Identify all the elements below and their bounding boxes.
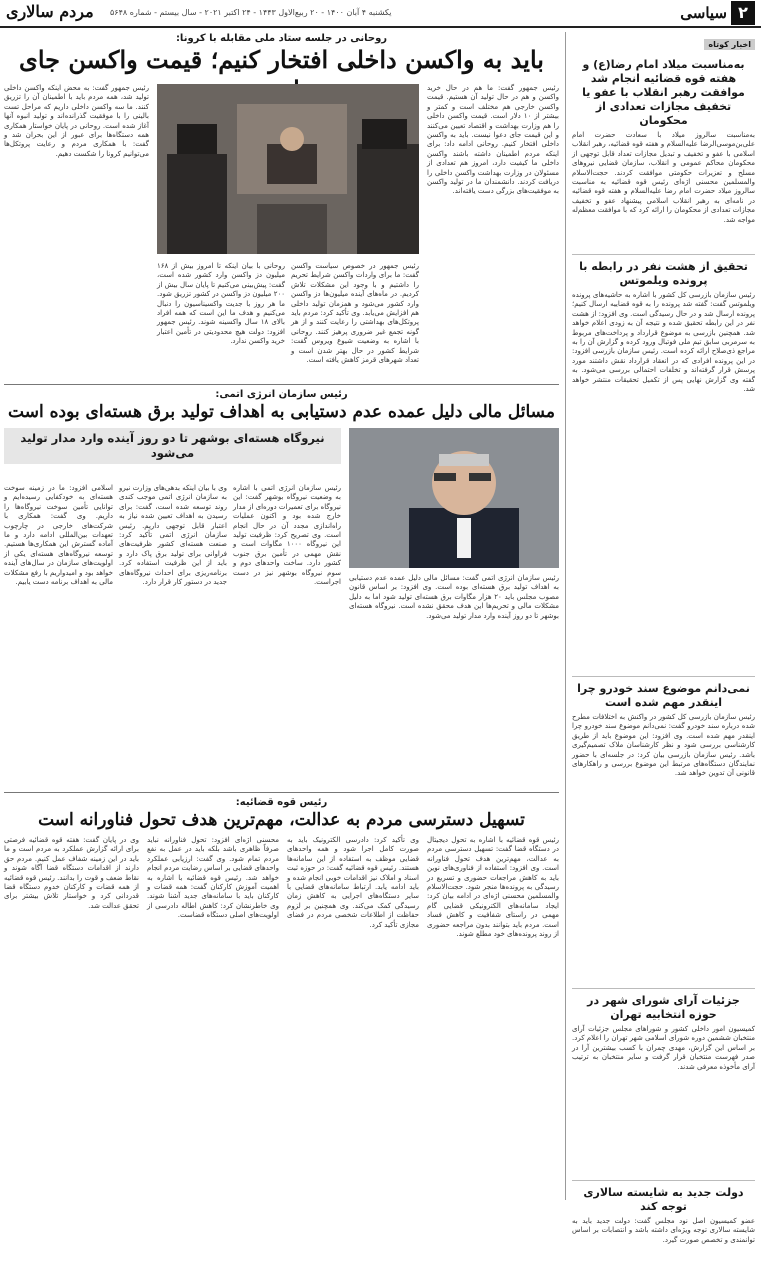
sidebar-item-body: رئیس سازمان بازرسی کل کشور در واکنش به اختلافات مطرح شده درباره سند خودرو گفت: نمی‌دانم موضوع سند خودرو چرا اینقدر مهم شده است. وی افزود: این موضوع باید از طریق کارشناسی بررسی شود و نظر کارشناسان ملاک تصمیم‌گیری باشد. رئیس سازمان بازرسی بیان کرد: در جلسه‌ای با حضور نمایندگان دستگاه‌های مرتبط این موضوع بررسی و راهکارهای قانونی آن تدوین خواهد شد. xyxy=(572,713,755,778)
sidebar-item-body: به‌مناسبت سالروز میلاد با سعادت حضرت امام علی‌بن‌موسی‌الرضا علیه‌السلام و هفته قوه قضائیه، رهبر انقلاب اسلامی با عفو و تخفیف و تبدیل مجازات تعداد قابل توجهی از محکومان محاکم عمومی و انقلاب، سازمان قضایی نیروهای مسلح و تعزیرات حکومتی موافقت کردند. حجت‌الاسلام والمسلمین محسنی اژه‌ای رئیس قوه قضائیه به مناسبت سالروز میلاد حضرت امام رضا علیه‌السلام و هفته قوه قضائیه در نامه‌ای به رهبر انقلاب اسلامی پیشنهاد عفو و تخفیف مجازات تعدادی از محکومان را ارائه کرد که با موافقت معظم‌له مواجه شد. xyxy=(572,131,755,224)
story-column: روحانی با بیان اینکه تا امروز بیش از ۱۶۸ میلیون دز واکسن وارد کشور شده است، گفت: پیش‌بینی می‌کنیم تا پایان سال بیش از ۲۰۰ میلیون دز واکسن در کشور تزریق شود. ما هر روز با جدیت واکسیناسیون را دنبال می‌کنیم و هدف ما این است که همه افراد بالای ۱۸ سال واکسینه شوند. رئیس جمهور افزود: دولت هیچ محدودیتی در تأمین اعتبار خرید واکسن ندارد. xyxy=(157,262,285,346)
divider xyxy=(572,254,755,255)
story-column: وی با بیان اینکه بدهی‌های وزارت نیرو به سازمان انرژی اتمی موجب کندی روند توسعه شده است، گفت: برای رسیدن به اهداف تعیین شده نیاز به اعتبار قابل توجهی داریم. رئیس سازمان انرژی اتمی تأکید کرد: صنعت هسته‌ای کشور ظرفیت‌های فراوانی برای تولید برق پاک دارد و باید از این ظرفیت استفاده کرد. برنامه‌ریزی برای احداث نیروگاه‌های جدید در دستور کار قرار دارد. xyxy=(119,484,227,587)
section-title: سیاسی xyxy=(680,4,727,22)
portrait-photo xyxy=(349,428,559,568)
story-column: وی تأکید کرد: دادرسی الکترونیک باید به صورت کامل اجرا شود و همه واحدهای قضایی موظف به استفاده از این سامانه‌ها هستند. رئیس قوه قضائیه گفت: در حوزه ثبت اسناد و املاک نیز اقدامات خوبی انجام شده و باید ادامه یابد. ارتباط سامانه‌های قضایی با سایر دستگاه‌های اجرایی به کاهش زمان رسیدگی کمک می‌کند. وی همچنین بر لزوم حفاظت از اطلاعات شخصی مردم در فضای مجازی تأکید کرد. xyxy=(287,836,419,929)
sidebar-tag: اخبار کوتاه xyxy=(704,39,755,50)
sidebar-item xyxy=(572,1186,755,1277)
sidebar-short-news xyxy=(565,32,761,1244)
story-photo xyxy=(157,84,419,254)
story-judiciary xyxy=(4,796,559,1200)
story-column: رئیس جمهور گفت: به محض اینکه واکسن داخلی تولید شد، همه مردم باید با اطمینان آن را تزریق کنند. ما سه واکسن داخلی داریم که مراحل تست بالینی را با موفقیت گذرانده‌اند و تولید انبوه آنها آغاز شده است. روحانی در پایان خواستار همکاری همه دستگاه‌ها برای عبور از این بحران شد و گفت: با همکاری مردم و رعایت پروتکل‌ها می‌توانیم کرونا را شکست دهیم. xyxy=(4,84,149,158)
story-headline: باید به واکسن داخلی افتخار کنیم؛ قیمت واکسن جای xyxy=(19,45,544,74)
divider xyxy=(4,384,559,385)
sidebar-item-body: کمیسیون امور داخلی کشور و شوراهای مجلس جزئیات آرای منتخبان ششمین دوره شورای اسلامی شهر تهران را اعلام کرد. بر اساس این گزارش، مهدی چمران با کسب بیشترین آرا در صدر فهرست منتخبان قرار گرفت و سایر منتخبان به ترتیب آرای مأخوذه معرفی شدند. xyxy=(572,1025,755,1071)
story-column: وی در پایان گفت: هفته قوه قضائیه فرصتی برای ارائه گزارش عملکرد به مردم است و ما باید در این زمینه شفاف عمل کنیم. مردم حق دارند از اقدامات دستگاه قضا آگاه شوند و نقاط ضعف و قوت را بدانند. رئیس قوه قضائیه از همه قضات و کارکنان خدوم دستگاه قضا قدردانی کرد و خواستار تلاش بیشتر برای تحقق عدالت شد. xyxy=(4,836,139,910)
masthead xyxy=(0,0,761,28)
story-column: رئیس جمهور گفت: ما هم در حال خرید واکسن و هم در حال تولید آن هستیم. قیمت واکسن خارجی هم مختلف است و کمتر و بیشتر از ۱۰ دلار است. قیمت واکسن داخلی را هم وزارت بهداشت و اقتصاد تعیین می‌کنند و این قیمت جای دعوا نیست. باید به واکسن داخلی افتخار کنیم. روحانی ادامه داد: برای اینکه مردم اطمینان داشته باشند واکسن داخلی ما کیفیت دارد، امروز هم تعدادی از مسئولان در وزارت بهداشت واکسن داخلی را دریافت کردند. دانشمندان ما در تولید واکسن به موفقیت‌های بزرگی دست یافته‌اند. xyxy=(427,84,559,196)
sidebar-item xyxy=(572,994,755,1175)
story-subhead-box xyxy=(4,428,341,478)
divider xyxy=(4,792,559,793)
sidebar-item-headline: به‌مناسبت میلاد امام رضا(ع) و هفته قوه قضائیه انجام شد موافقت رهبر انقلاب با عفو یا تخفیف مجازات تعدادی از محکومان xyxy=(582,58,745,127)
story-nuclear xyxy=(4,388,559,788)
story-kicker: روحانی در جلسه ستاد ملی مقابله با کرونا: xyxy=(175,33,388,44)
sidebar-item-headline: تحقیق از هشت نفر در رابطه با پرونده ویلموتس xyxy=(579,260,748,287)
sidebar-item xyxy=(572,260,755,671)
story-headline: تسهیل دسترسی مردم به عدالت، مهم‌ترین هدف تحول فناورانه است xyxy=(38,810,525,830)
story-kicker: رئیس قوه قضائیه: xyxy=(235,797,328,808)
story-column: رئیس جمهور در خصوص سیاست واکسن گفت: ما برای واردات واکسن شرایط تحریم را داشتیم و با وجود این مشکلات تلاش کردیم. در ماه‌های آینده میلیون‌ها دز واکسن وارد کشور می‌شود و همزمان تولید داخلی هم افزایش می‌یابد. وی تأکید کرد: مردم باید پروتکل‌های بهداشتی را رعایت کنند و از هر گونه تجمع غیر ضروری پرهیز کنند. روحانی با اشاره به وضعیت شیوع ویروس گفت: شرایط کشور در حال بهتر شدن است و تعداد شهرهای قرمز کاهش یافته است. xyxy=(291,262,419,365)
story-rouhani xyxy=(4,32,559,380)
story-column: رئیس قوه قضائیه با اشاره به تحول دیجیتال در دستگاه قضا گفت: تسهیل دسترسی مردم به عدالت، مهم‌ترین هدف تحول فناورانه است. وی افزود: استفاده از فناوری‌های نوین باید به کاهش مراجعات حضوری و تسریع در رسیدگی به پرونده‌ها منجر شود. حجت‌الاسلام والمسلمین محسنی اژه‌ای در ادامه بیان کرد: ایجاد سامانه‌های الکترونیکی قضایی گام مهمی در راستای شفافیت و کاهش فساد است. مردم باید بتوانند بدون مراجعه حضوری از روند پرونده‌های خود مطلع شوند. xyxy=(427,836,559,939)
newspaper-logo: مردم سالاری xyxy=(6,2,94,21)
story-headline: مسائل مالی دلیل عمده عدم دستیابی به اهداف تولید برق هسته‌ای بوده است xyxy=(8,402,555,422)
story-subhead: نیروگاه هسته‌ای بوشهر تا دو روز آینده وارد مدار تولید می‌شود xyxy=(4,428,341,464)
story-column: اسلامی افزود: ما در زمینه سوخت هسته‌ای به خودکفایی رسیده‌ایم و توانایی تأمین سوخت نیروگاه‌ها را داریم. وی گفت: همکاری با شرکت‌های خارجی در چارچوب تعهدات بین‌المللی ادامه دارد و ما آماده گسترش این همکاری‌ها هستیم. توسعه نیروگاه‌های هسته‌ای یکی از اولویت‌های سازمان در سال‌های آینده خواهد بود و امیدواریم با رفع مشکلات مالی به اهداف برنامه دست یابیم. xyxy=(4,484,113,587)
sidebar-item xyxy=(572,58,755,249)
divider xyxy=(572,676,755,677)
sidebar-item-headline: دولت جدید به شایسته سالاری توجه کند xyxy=(583,1186,744,1213)
dateline: یکشنبه ۴ آبان ۱۴۰۰ - ۲۰ ربیع‌الاول ۱۴۴۳ - ۲۴ اکتبر ۲۰۲۱ - سال بیستم - شماره ۵۶۴۸ xyxy=(110,8,392,17)
main-content xyxy=(4,32,559,1200)
sidebar-item xyxy=(572,682,755,983)
story-column: محسنی اژه‌ای افزود: تحول فناورانه نباید صرفاً ظاهری باشد بلکه باید در عمل به نفع مردم تمام شود. وی گفت: ارزیابی عملکرد واحدهای قضایی بر اساس رضایت مردم انجام خواهد شد. رئیس قوه قضائیه با اشاره به اهمیت آموزش کارکنان گفت: همه قضات و کارکنان باید با سامانه‌های جدید آشنا شوند. وی خاطرنشان کرد: کاهش اطاله دادرسی از اولویت‌های اصلی دستگاه قضاست. xyxy=(147,836,279,920)
sidebar-item-body: عضو کمیسیون اصل نود مجلس گفت: دولت جدید باید به شایسته سالاری توجه ویژه‌ای داشته باشد و انتصابات بر اساس توانمندی و تخصص صورت گیرد. xyxy=(572,1217,755,1244)
sidebar-item-headline: جزئیات آرای شورای شهر در حوزه انتخابیه تهران xyxy=(587,994,740,1021)
sidebar-item-headline: نمی‌دانم موضوع سند خودرو چرا اینقدر مهم شده است xyxy=(577,682,750,709)
story-column: رئیس سازمان انرژی اتمی گفت: مسائل مالی دلیل عمده عدم دستیابی به اهداف تولید برق هسته‌ای بوده است. وی افزود: بر اساس قانون مصوب مجلس باید ۲۰ هزار مگاوات برق هسته‌ای تولید شود اما به دلیل مشکلات مالی و تحریم‌ها این هدف محقق نشده است. نیروگاه هسته‌ای بوشهر تا دو روز آینده وارد مدار تولید می‌شود. xyxy=(349,574,560,620)
story-kicker: رئیس سازمان انرژی اتمی: xyxy=(215,389,348,400)
press-conference-photo xyxy=(157,84,419,254)
divider xyxy=(572,1180,755,1181)
divider xyxy=(572,988,755,989)
page-number: ۲ xyxy=(731,1,755,25)
sidebar-item-body: رئیس سازمان بازرسی کل کشور با اشاره به حاشیه‌های پرونده ویلموتس گفت: گفته شد پرونده را به قوه قضاییه ارسال کنیم؛ پرونده ارسال شد و در حال رسیدگی است. وی افزود: از هشت نفر در این رابطه تحقیق شده و نتیجه آن به زودی اعلام خواهد شد. همچنین بازرسی به موضوع قرارداد و پرداخت‌های مربوط به سرمربی سابق تیم ملی فوتبال ورود کرده و گزارش آن را به مراجع ذی‌صلاح ارائه کرده است. رئیس سازمان بازرسی افزود: در این پرونده افرادی که در انعقاد قرارداد نقش داشتند مورد پرسش قرار گرفته‌اند و تخلفات احتمالی بررسی می‌شود. به گفته وی گزارش نهایی پس از تکمیل تحقیقات منتشر خواهد شد. xyxy=(572,291,755,394)
story-photo xyxy=(349,428,559,568)
story-column: رئیس سازمان انرژی اتمی با اشاره به وضعیت نیروگاه بوشهر گفت: این نیروگاه برای تعمیرات دوره‌ای از مدار خارج شده بود و اکنون عملیات راه‌اندازی مجدد آن در حال انجام است. وی تصریح کرد: ظرفیت تولید این نیروگاه ۱۰۰۰ مگاوات است و نقش مهمی در تأمین برق جنوب کشور دارد. ساخت واحدهای دوم و سوم نیروگاه بوشهر نیز در دست اجراست. xyxy=(233,484,342,587)
